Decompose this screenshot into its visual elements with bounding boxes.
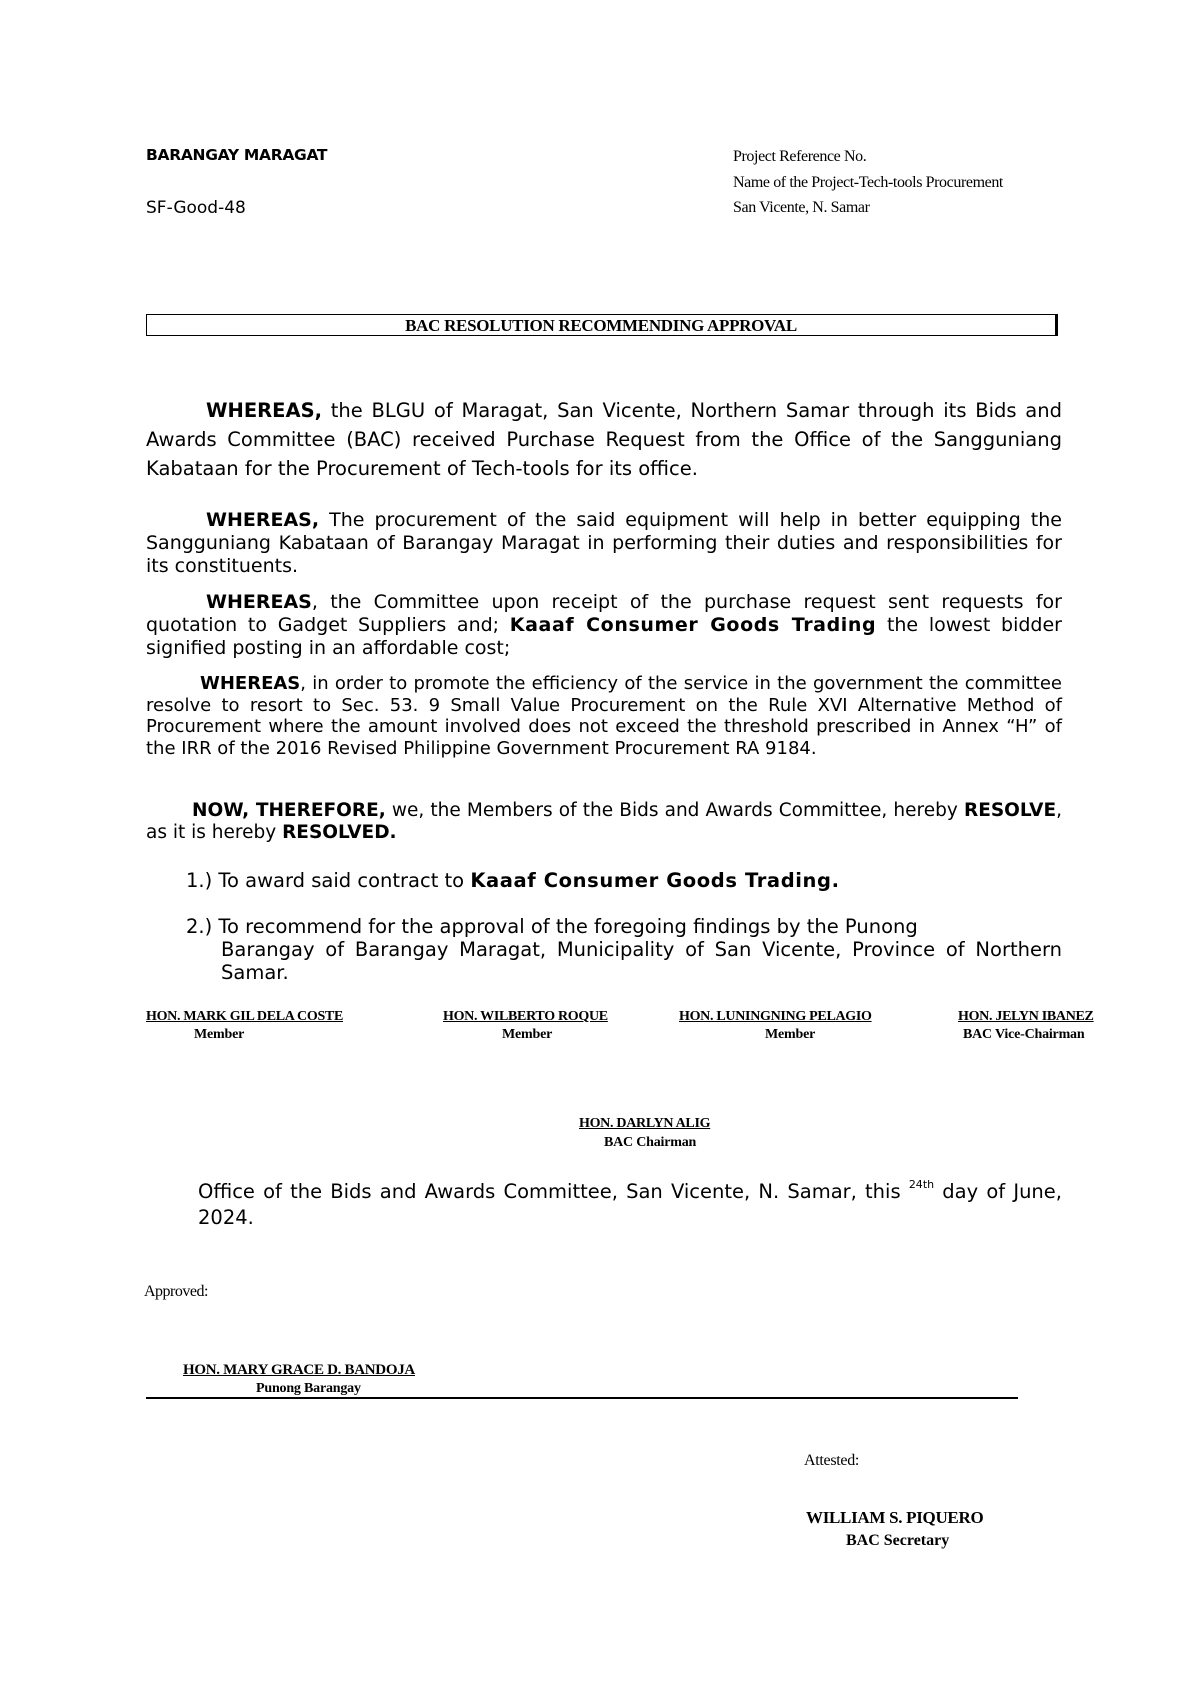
whereas-text: the BLGU of Maragat, San Vicente, Northern Samar through its Bids and Awards Committee (BAC) received Purchase Request from the Office of the Sangguniang Kabataan for the Procurement of Tech-tools for its office.	[146, 399, 1062, 480]
member-signature-name: HON. WILBERTO ROQUE	[443, 1009, 608, 1024]
chairman-signature-name: HON. DARLYN ALIG	[579, 1116, 711, 1131]
member-signature-role: Member	[194, 1027, 245, 1042]
item-text-cont: Barangay of Barangay Maragat, Municipality of San Vicente, Province of Northern Samar.	[221, 938, 1062, 984]
closing-day-number: 24	[908, 1178, 923, 1191]
resolve-word: RESOLVE	[963, 800, 1057, 821]
whereas-lead: WHEREAS	[206, 591, 312, 613]
therefore-lead: NOW, THEREFORE,	[192, 800, 386, 821]
item-supplier: Kaaaf Consumer Goods Trading.	[470, 869, 840, 892]
document-title: BAC RESOLUTION RECOMMENDING APPROVAL	[405, 316, 797, 335]
item-text: To recommend for the approval of the foregoing findings by the Punong	[212, 915, 918, 938]
closing-statement	[198, 1172, 1062, 1231]
resolved-item-1	[186, 869, 840, 892]
resolved-item-2	[186, 915, 1062, 984]
chairman-signature-role: BAC Chairman	[604, 1135, 697, 1150]
resolution-paragraph	[146, 800, 1062, 844]
closing-text: Office of the Bids and Awards Committee, San Vicente, N. Samar, this	[198, 1180, 909, 1203]
punong-barangay-role: Punong Barangay	[256, 1381, 361, 1396]
project-name: Name of the Project-Tech-tools Procurement	[733, 174, 1003, 191]
punong-barangay-name: HON. MARY GRACE D. BANDOJA	[183, 1362, 415, 1378]
item-number: 1.)	[186, 869, 213, 892]
whereas-text: , the Committee upon receipt of the purchase request sent requests for quotation to Gadget Suppliers and;	[146, 591, 1062, 636]
whereas-lead: WHEREAS	[200, 673, 301, 694]
form-code: SF-Good-48	[146, 198, 246, 218]
secretary-name: WILLIAM S. PIQUERO	[806, 1508, 984, 1527]
resolved-word: RESOLVED.	[282, 822, 397, 843]
whereas-paragraph-3	[146, 591, 1062, 660]
whereas-paragraph-1	[146, 396, 1062, 483]
whereas-text-cont: the lowest bidder signified posting in an affordable cost;	[146, 614, 1062, 659]
signature-divider	[146, 1397, 1018, 1399]
whereas-lead: WHEREAS,	[206, 509, 320, 531]
closing-day-suffix: th	[922, 1178, 935, 1191]
title-box	[146, 314, 1058, 336]
member-signature-role: Member	[765, 1027, 816, 1042]
whereas-paragraph-4	[146, 673, 1062, 759]
whereas-lead: WHEREAS,	[206, 399, 323, 422]
project-reference-label: Project Reference No.	[733, 148, 867, 165]
whereas-paragraph-2	[146, 509, 1062, 578]
project-location: San Vicente, N. Samar	[733, 199, 870, 216]
approved-label: Approved:	[144, 1283, 208, 1300]
secretary-role: BAC Secretary	[846, 1532, 950, 1549]
supplier-name: Kaaaf Consumer Goods Trading	[509, 614, 877, 636]
member-signature-name: HON. LUNINGNING PELAGIO	[679, 1009, 872, 1024]
attested-label: Attested:	[804, 1452, 860, 1469]
vice-chairman-signature-name: HON. JELYN IBANEZ	[958, 1009, 1094, 1024]
whereas-text: , in order to promote the efficiency of the service in the government the committee resolve to resort to Sec. 53. 9 Small Value Procurement on the Rule XVI Alternative Method of Procurement where the amount involved does not exceed the threshold prescribed in Annex “H” of the IRR of the 2016 Revised Philippine Government Procurement RA 9184.	[146, 673, 1062, 759]
member-signature-name: HON. MARK GIL DELA COSTE	[146, 1009, 344, 1024]
closing-text-cont: day of June, 2024.	[198, 1180, 1062, 1229]
vice-chairman-signature-role: BAC Vice-Chairman	[963, 1027, 1085, 1042]
member-signature-role: Member	[502, 1027, 553, 1042]
item-text: To award said contract to	[212, 869, 471, 892]
resolution-text-cont: , as it is hereby	[146, 800, 1062, 843]
resolution-text: we, the Members of the Bids and Awards Committee, hereby	[385, 800, 964, 821]
org-name: BARANGAY MARAGAT	[146, 146, 328, 164]
item-number: 2.)	[186, 915, 213, 938]
whereas-text: The procurement of the said equipment will help in better equipping the Sangguniang Kabataan of Barangay Maragat in performing their duties and responsibilities for its constituents.	[146, 509, 1062, 577]
